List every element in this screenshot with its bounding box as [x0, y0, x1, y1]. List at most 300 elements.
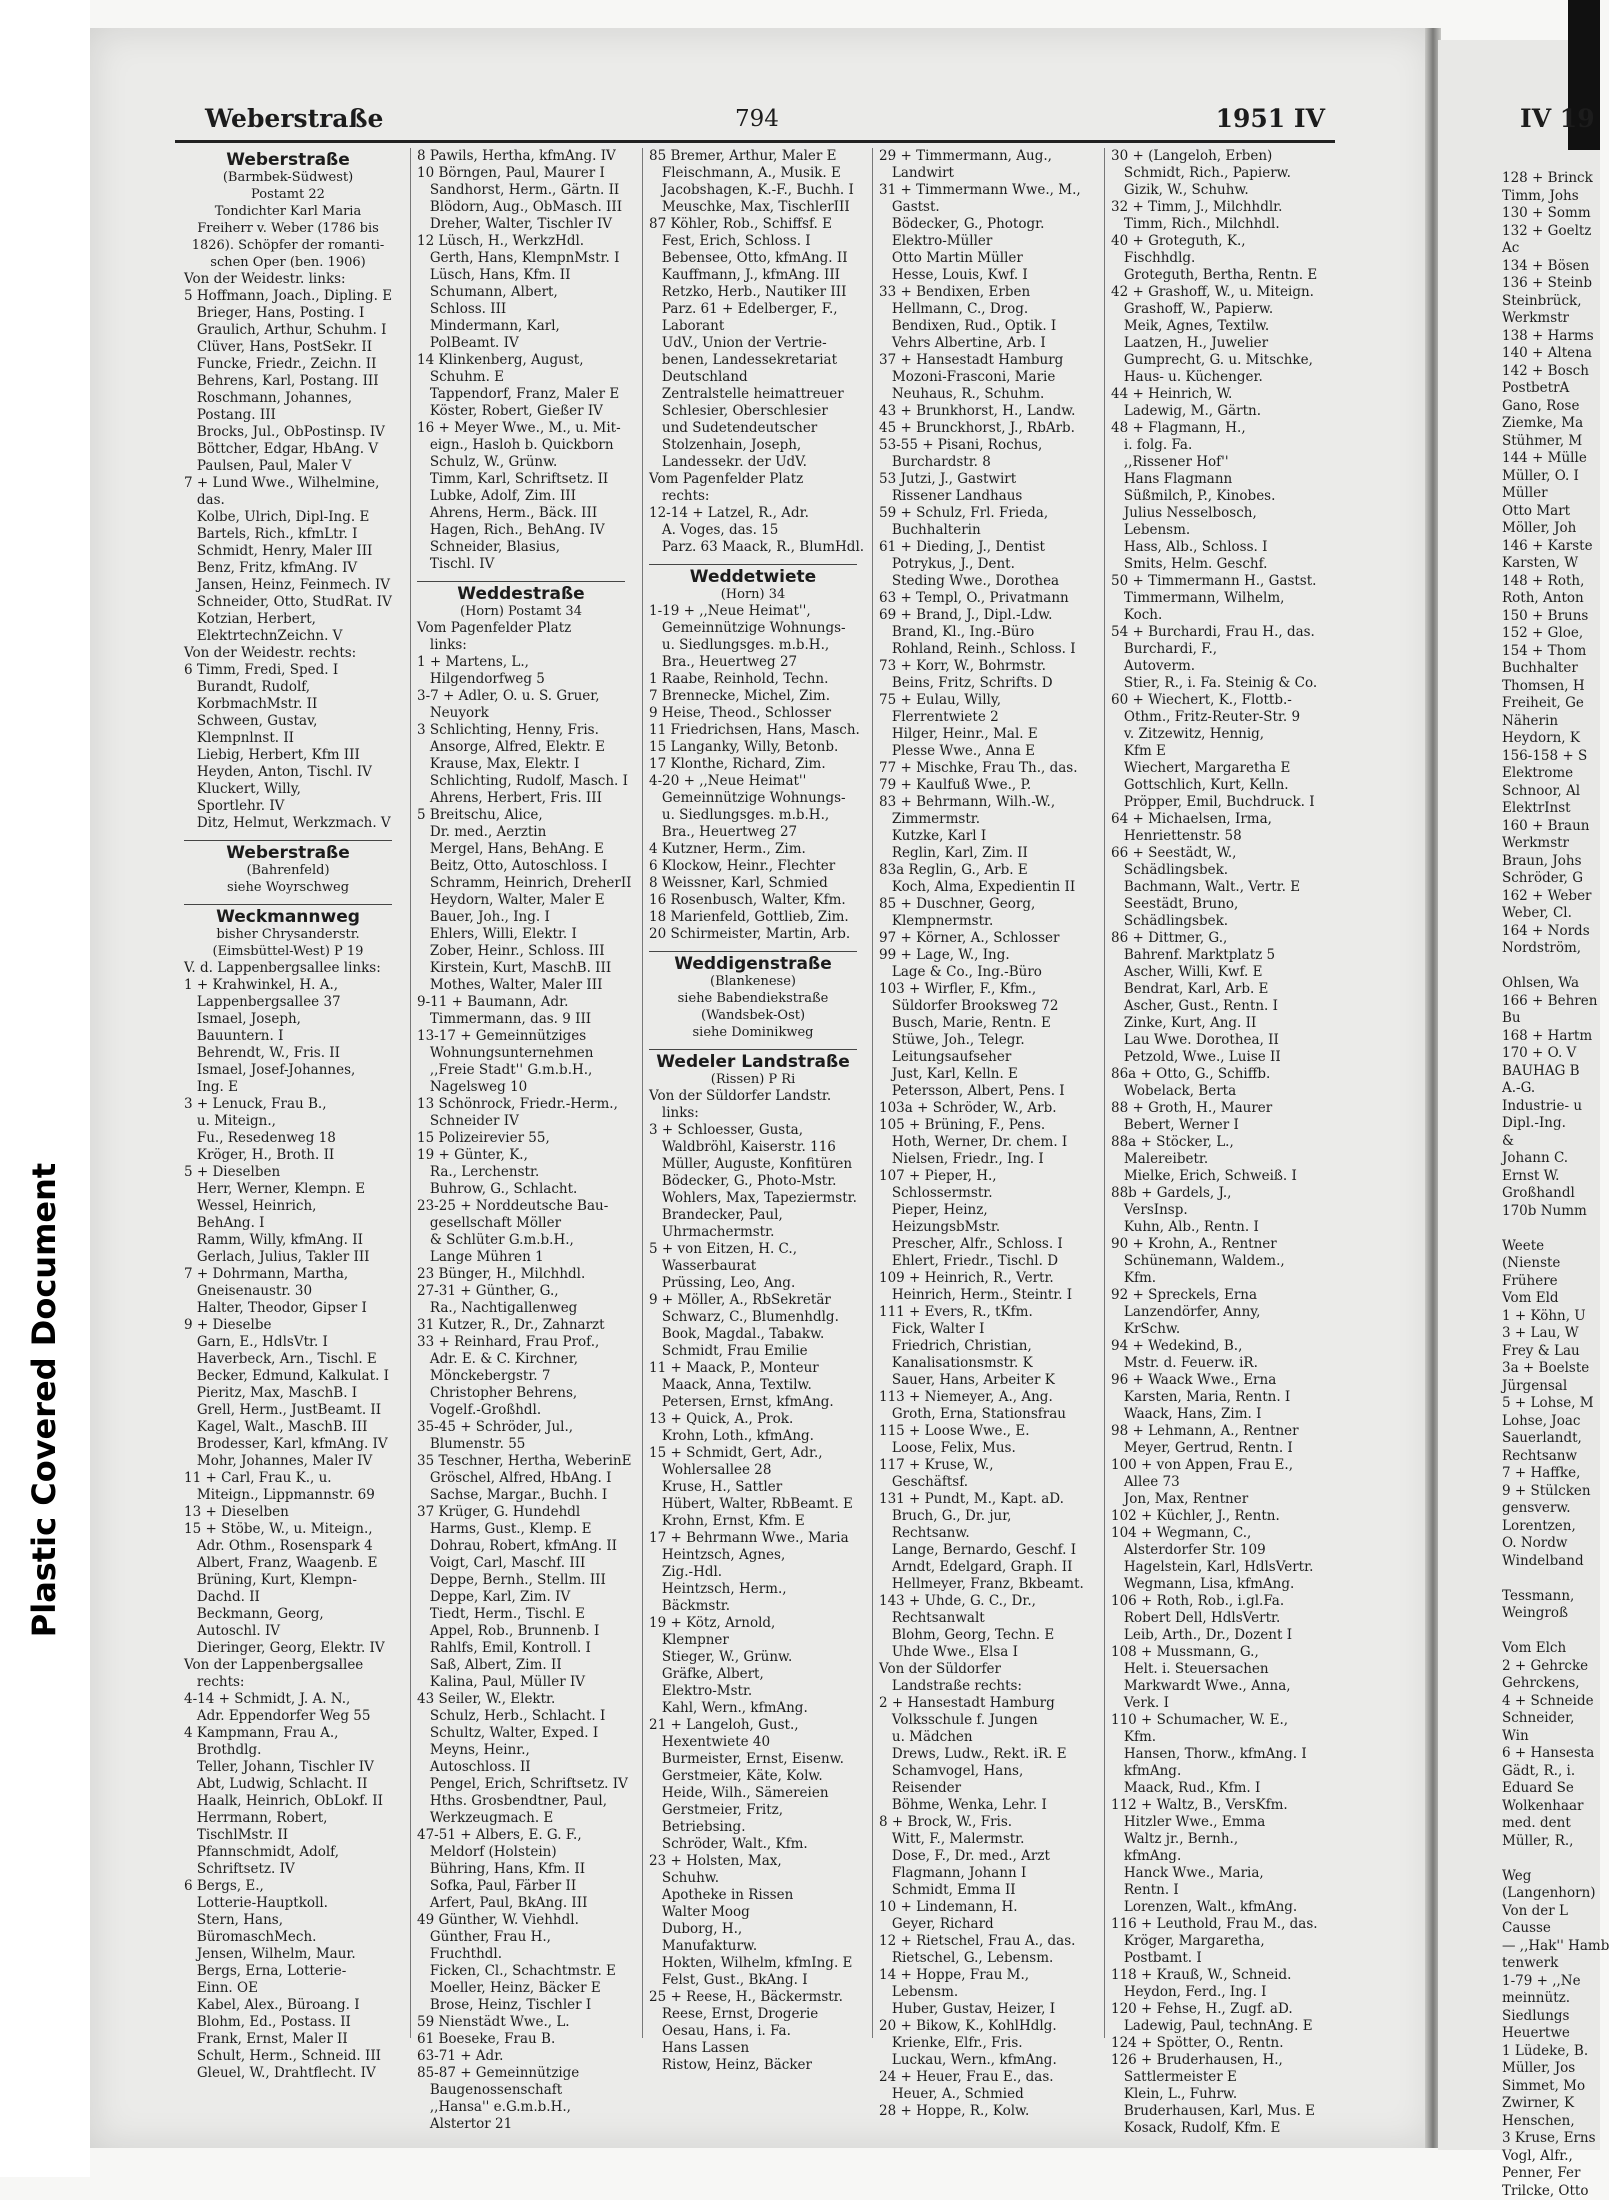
directory-entry: Garn, E., HdlsVtr. I: [184, 1334, 392, 1351]
directory-entry: Schmidt, Rich., Papierw.: [1111, 165, 1319, 182]
right-page-entry: Industrie- u: [1502, 1098, 1600, 1116]
directory-entry: Bauer, Joh., Ing. I: [417, 909, 625, 926]
directory-entry: Koch, Alma, Expedientin II: [879, 879, 1087, 896]
directory-entry: Schamvogel, Hans,: [879, 1763, 1087, 1780]
directory-entry: Parz. 61 + Edelberger, F.,: [649, 301, 857, 318]
right-page-entry: Elektrome: [1502, 765, 1600, 783]
directory-entry: 105 + Brüning, F., Pens.: [879, 1117, 1087, 1134]
directory-entry: 113 + Niemeyer, A., Ang.: [879, 1389, 1087, 1406]
directory-entry: Schmidt, Emma II: [879, 1882, 1087, 1899]
directory-entry: 13-17 + Gemeinnütziges: [417, 1028, 625, 1045]
directory-entry: Otto Martin Müller: [879, 250, 1087, 267]
directory-entry: 4 Kutzner, Herm., Zim.: [649, 841, 857, 858]
directory-entry: Mohr, Johannes, Maler IV: [184, 1453, 392, 1470]
right-page-entry: 170b Numm: [1502, 1203, 1600, 1221]
directory-entry: Adr. Othm., Rosenspark 4: [184, 1538, 392, 1555]
directory-entry: Bäckmstr.: [649, 1598, 857, 1615]
directory-entry: 97 + Körner, A., Schlosser: [879, 930, 1087, 947]
directory-entry: Hilgendorfweg 5: [417, 671, 625, 688]
directory-entry: 100 + von Appen, Frau E.,: [1111, 1457, 1319, 1474]
right-page-entry: Lohse, Joac: [1502, 1413, 1600, 1431]
directory-entry: Schneider, Otto, StudRat. IV: [184, 594, 392, 611]
directory-entry: 25 + Reese, H., Bäckermstr.: [649, 1989, 857, 2006]
street-info: siehe Dominikweg: [649, 1024, 857, 1041]
directory-entry: 12 + Rietschel, Frau A., das.: [879, 1933, 1087, 1950]
right-page-entry: ElektrInst: [1502, 800, 1600, 818]
directory-entry: Ascher, Willi, Kwf. E: [1111, 964, 1319, 981]
directory-entry: 19 + Günter, K.,: [417, 1147, 625, 1164]
directory-entry: Voigt, Carl, Maschf. III: [417, 1555, 625, 1572]
directory-entry: Krienke, Elfr., Fris.: [879, 2035, 1087, 2052]
directory-entry: Wegmann, Lisa, kfmAng.: [1111, 1576, 1319, 1593]
directory-entry: 99 + Lage, W., Ing.: [879, 947, 1087, 964]
directory-entry: Wiechert, Margaretha E: [1111, 760, 1319, 777]
directory-entry: Dachd. II: [184, 1589, 392, 1606]
right-page-entry: Steinbrück,: [1502, 293, 1600, 311]
directory-entry: 115 + Loose Wwe., E.: [879, 1423, 1087, 1440]
directory-entry: Mergel, Hans, BehAng. E: [417, 841, 625, 858]
directory-entry: 8 Pawils, Hertha, kfmAng. IV: [417, 148, 625, 165]
directory-entry: Ladewig, Paul, technAng. E: [1111, 2018, 1319, 2035]
directory-entry: Herrmann, Robert,: [184, 1810, 392, 1827]
directory-entry: Fick, Walter I: [879, 1321, 1087, 1338]
directory-entry: Hass, Alb., Schloss. I: [1111, 539, 1319, 556]
directory-entry: Lebensm.: [1111, 522, 1319, 539]
right-page-entry: Gehrckens,: [1502, 1675, 1600, 1693]
directory-entry: 112 + Waltz, B., VersKfm.: [1111, 1797, 1319, 1814]
directory-entry: Herr, Werner, Klempn. E: [184, 1181, 392, 1198]
right-page-entry: Freiheit, Ge: [1502, 695, 1600, 713]
directory-entry: 24 + Heuer, Frau E., das.: [879, 2069, 1087, 2086]
directory-entry: Maack, Rud., Kfm. I: [1111, 1780, 1319, 1797]
directory-entry: 53 Jutzi, J., Gastwirt: [879, 471, 1087, 488]
directory-entry: 44 + Heinrich, W.: [1111, 386, 1319, 403]
street-info: Freiherr v. Weber (1786 bis: [184, 220, 392, 237]
directory-entry: Gleuel, W., Drahtflecht. IV: [184, 2065, 392, 2082]
right-page-entry: Tessmann,: [1502, 1588, 1600, 1606]
directory-entry: Schultz, Walter, Exped. I: [417, 1725, 625, 1742]
directory-entry: Jacobshagen, K.-F., Buchh. I: [649, 182, 857, 199]
street-info: (Bahrenfeld): [184, 862, 392, 879]
right-page-entry: [1502, 1220, 1600, 1238]
directory-entry: Lotterie-Hauptkoll.: [184, 1895, 392, 1912]
directory-entry: 9-11 + Baumann, Adr.: [417, 994, 625, 1011]
directory-entry: Arndt, Edelgard, Graph. II: [879, 1559, 1087, 1576]
directory-entry: Paulsen, Paul, Maler V: [184, 458, 392, 475]
directory-entry: Haverbeck, Arn., Tischl. E: [184, 1351, 392, 1368]
directory-entry: Elektro-Müller: [879, 233, 1087, 250]
directory-entry: Abt, Ludwig, Schlacht. II: [184, 1776, 392, 1793]
directory-entry: Kuhn, Alb., Rentn. I: [1111, 1219, 1319, 1236]
directory-entry: Pröpper, Emil, Buchdruck. I: [1111, 794, 1319, 811]
street-info: (Rissen) P Ri: [649, 1071, 857, 1088]
directory-entry: 83 + Behrmann, Wilh.-W.,: [879, 794, 1087, 811]
street-heading: Weddestraße: [417, 581, 625, 603]
directory-entry: 83a Reglin, G., Arb. E: [879, 862, 1087, 879]
directory-entry: Hilger, Heinr., Mal. E: [879, 726, 1087, 743]
right-page-entry: 9 + Stülcken: [1502, 1483, 1600, 1501]
street-info: siehe Babendiekstraße: [649, 990, 857, 1007]
directory-entry: Rohland, Reinh., Schloss. I: [879, 641, 1087, 658]
directory-entry: 11 + Carl, Frau K., u.: [184, 1470, 392, 1487]
directory-entry: Stier, R., i. Fa. Steinig & Co.: [1111, 675, 1319, 692]
right-page-entry: 166 + Behren: [1502, 993, 1600, 1011]
directory-entry: 3 + Schloesser, Gusta,: [649, 1122, 857, 1139]
directory-entry: Klempnlnst. II: [184, 730, 392, 747]
directory-entry: Kotzian, Herbert,: [184, 611, 392, 628]
directory-entry: 11 + Maack, P., Monteur: [649, 1360, 857, 1377]
right-page-entry: Ernst W.: [1502, 1168, 1600, 1186]
directory-entry: Ramm, Willy, kfmAng. II: [184, 1232, 392, 1249]
directory-entry: Mindermann, Karl,: [417, 318, 625, 335]
directory-entry: Bebensee, Otto, kfmAng. II: [649, 250, 857, 267]
directory-entry: Sachse, Margar., Buchh. I: [417, 1487, 625, 1504]
directory-entry: Lüsch, Hans, Kfm. II: [417, 267, 625, 284]
right-page-entry: Timm, Johs: [1502, 188, 1600, 206]
directory-entry: Gemeinnützige Wohnungs-: [649, 790, 857, 807]
right-page-entry: 132 + Goeltz: [1502, 223, 1600, 241]
directory-entry: Gröschel, Alfred, HbAng. I: [417, 1470, 625, 1487]
directory-entry: Groteguth, Bertha, Rentn. E: [1111, 267, 1319, 284]
directory-entry: Reese, Ernst, Drogerie: [649, 2006, 857, 2023]
right-page-entry: 154 + Thom: [1502, 643, 1600, 661]
directory-entry: 120 + Fehse, H., Zugf. aD.: [1111, 2001, 1319, 2018]
directory-entry: Kruse, H., Sattler: [649, 1479, 857, 1496]
directory-entry: 3 + Lenuck, Frau B.,: [184, 1096, 392, 1113]
directory-entry: Adr. E. & C. Kirchner,: [417, 1351, 625, 1368]
directory-entry: 88 + Groth, H., Maurer: [1111, 1100, 1319, 1117]
right-page-entry: Bu: [1502, 1010, 1600, 1028]
directory-entry: Köster, Robert, Gießer IV: [417, 403, 625, 420]
directory-entry: Wasserbaurat: [649, 1258, 857, 1275]
directory-entry: Werkzeugmach. E: [417, 1810, 625, 1827]
directory-entry: Schlossermstr.: [879, 1185, 1087, 1202]
directory-entry: Potrykus, J., Dent.: [879, 556, 1087, 573]
directory-entry: Vom Pagenfelder Platz: [417, 620, 625, 637]
directory-entry: 13 + Quick, A., Prok.: [649, 1411, 857, 1428]
directory-entry: Ismael, Joseph,: [184, 1011, 392, 1028]
right-page-entry: O. Nordw: [1502, 1535, 1600, 1553]
directory-entry: Rentn. I: [1111, 1882, 1319, 1899]
directory-entry: Halter, Theodor, Gipser I: [184, 1300, 392, 1317]
directory-entry: 9 Heise, Theod., Schlosser: [649, 705, 857, 722]
right-page-entry: Frey & Lau: [1502, 1343, 1600, 1361]
directory-entry: Gräfke, Albert,: [649, 1666, 857, 1683]
directory-entry: Huber, Gustav, Heizer, I: [879, 2001, 1087, 2018]
directory-entry: Einn. OE: [184, 1980, 392, 1997]
street-info: Tondichter Karl Maria: [184, 203, 392, 220]
right-page-entry: — ,,Hak'' Hamb: [1502, 1938, 1600, 1956]
street-heading: Weddigenstraße: [649, 951, 857, 973]
directory-entry: Klempner: [649, 1632, 857, 1649]
directory-entry: Witt, F., Malermstr.: [879, 1831, 1087, 1848]
right-page-column: [1502, 170, 1600, 2050]
directory-entry: Reglin, Karl, Zim. II: [879, 845, 1087, 862]
directory-entry: Burchardstr. 8: [879, 454, 1087, 471]
directory-entry: 12-14 + Latzel, R., Adr.: [649, 505, 857, 522]
directory-entry: Uhde Wwe., Elsa I: [879, 1644, 1087, 1661]
directory-entry: Koch.: [1111, 607, 1319, 624]
column-5: [1104, 148, 1323, 2038]
right-page-entry: Penner, Fer: [1502, 2165, 1600, 2183]
right-page-entry: Möller, Joh: [1502, 520, 1600, 538]
right-page-entry: Buchhalter: [1502, 660, 1600, 678]
directory-entry: Timm, Rich., Milchhdl.: [1111, 216, 1319, 233]
directory-entry: 103a + Schröder, W., Arb.: [879, 1100, 1087, 1117]
directory-entry: Brose, Heinz, Tischler I: [417, 1997, 625, 2014]
directory-entry: Krause, Max, Elektr. I: [417, 756, 625, 773]
directory-entry: Gerth, Hans, KlempnMstr. I: [417, 250, 625, 267]
right-page-entry: 140 + Altena: [1502, 345, 1600, 363]
directory-entry: Brüning, Kurt, Klempn-: [184, 1572, 392, 1589]
directory-entry: 126 + Bruderhausen, H.,: [1111, 2052, 1319, 2069]
directory-entry: Parz. 63 Maack, R., BlumHdl.: [649, 539, 857, 556]
directory-entry: Smits, Helm. Geschf.: [1111, 556, 1319, 573]
directory-entry: Mstr. d. Feuerw. iR.: [1111, 1355, 1319, 1372]
right-page-entry: 138 + Harms: [1502, 328, 1600, 346]
directory-entry: Schulz, W., Grünw.: [417, 454, 625, 471]
directory-entry: Zig.-Hdl.: [649, 1564, 857, 1581]
street-info: schen Oper (ben. 1906): [184, 254, 392, 271]
directory-entry: 9 + Dieselbe: [184, 1317, 392, 1334]
directory-entry: 88b + Gardels, J.,: [1111, 1185, 1319, 1202]
street-heading: Weberstraße: [184, 840, 392, 862]
directory-entry: Schriftsetz. IV: [184, 1861, 392, 1878]
directory-entry: Laborant: [649, 318, 857, 335]
directory-entry: Klein, L., Fuhrw.: [1111, 2086, 1319, 2103]
right-page-entry: tenwerk: [1502, 1955, 1600, 1973]
directory-entry: 109 + Heinrich, R., Vertr.: [879, 1270, 1087, 1287]
directory-entry: 11 Friedrichsen, Hans, Masch.: [649, 722, 857, 739]
directory-entry: Albert, Franz, Waagenb. E: [184, 1555, 392, 1572]
directory-entry: 21 + Langeloh, Gust.,: [649, 1717, 857, 1734]
street-heading: Weddetwiete: [649, 564, 857, 586]
directory-entry: Stüwe, Joh., Telegr.: [879, 1032, 1087, 1049]
right-page-entry: 3 + Lau, W: [1502, 1325, 1600, 1343]
directory-entry: Hagelstein, Karl, HdlsVertr.: [1111, 1559, 1319, 1576]
right-page-entry: Müller, O. I: [1502, 468, 1600, 486]
right-page-entry: 1 Lüdeke, B.: [1502, 2043, 1600, 2061]
directory-entry: Süßmilch, P., Kinobes.: [1111, 488, 1319, 505]
directory-entry: Bra., Heuertweg 27: [649, 654, 857, 671]
directory-entry: 31 Kutzer, R., Dr., Zahnarzt: [417, 1317, 625, 1334]
directory-entry: 17 + Behrmann Wwe., Maria: [649, 1530, 857, 1547]
right-page-entry: 162 + Weber: [1502, 888, 1600, 906]
directory-entry: Autoschloss. II: [417, 1759, 625, 1776]
directory-entry: Kolbe, Ulrich, Dipl-Ing. E: [184, 509, 392, 526]
right-page-entry: 128 + Brinck: [1502, 170, 1600, 188]
directory-entry: rechts:: [649, 488, 857, 505]
right-page-entry: Lorentzen,: [1502, 1518, 1600, 1536]
directory-entry: links:: [649, 1105, 857, 1122]
right-page-entry: 150 + Bruns: [1502, 608, 1600, 626]
directory-entry: Schloss. III: [417, 301, 625, 318]
right-page-entry: Weber, Cl.: [1502, 905, 1600, 923]
street-info: Postamt 22: [184, 186, 392, 203]
right-page-entry: Ohlsen, Wa: [1502, 975, 1600, 993]
directory-entry: BüromaschMech.: [184, 1929, 392, 1946]
directory-entry: 5 Breitschu, Alice,: [417, 807, 625, 824]
directory-entry: Landessekr. der UdV.: [649, 454, 857, 471]
directory-entry: Schuhw.: [649, 1870, 857, 1887]
right-page-entry: 6 + Hansesta: [1502, 1745, 1600, 1763]
directory-entry: Lubke, Adolf, Zim. III: [417, 488, 625, 505]
directory-entry: Dreher, Walter, Tischler IV: [417, 216, 625, 233]
directory-entry: 16 + Meyer Wwe., M., u. Mit-: [417, 420, 625, 437]
directory-entry: Von der Süldorfer Landstr.: [649, 1088, 857, 1105]
directory-entry: 63 + Templ, O., Privatmann: [879, 590, 1087, 607]
directory-entry: Hitzler Wwe., Emma: [1111, 1814, 1319, 1831]
directory-entry: 15 Langanky, Willy, Betonb.: [649, 739, 857, 756]
right-page-entry: 134 + Bösen: [1502, 258, 1600, 276]
directory-entry: Heide, Wilh., Sämereien: [649, 1785, 857, 1802]
directory-entry: 33 + Reinhard, Frau Prof.,: [417, 1334, 625, 1351]
directory-entry: 23 + Holsten, Max,: [649, 1853, 857, 1870]
directory-entry: Brocks, Jul., ObPostinsp. IV: [184, 424, 392, 441]
directory-entry: Heintzsch, Agnes,: [649, 1547, 857, 1564]
directory-entry: Gneisenaustr. 30: [184, 1283, 392, 1300]
directory-entry: Adr. Eppendorfer Weg 55: [184, 1708, 392, 1725]
directory-entry: 23 Bünger, H., Milchhdl.: [417, 1266, 625, 1283]
directory-entry: 64 + Michaelsen, Irma,: [1111, 811, 1319, 828]
directory-entry: 15 Polizeirevier 55,: [417, 1130, 625, 1147]
directory-entry: PolBeamt. IV: [417, 335, 625, 352]
directory-entry: u. Mädchen: [879, 1729, 1087, 1746]
directory-entry: Liebig, Herbert, Kfm III: [184, 747, 392, 764]
directory-entry: rechts:: [184, 1674, 392, 1691]
directory-entry: Hans Flagmann: [1111, 471, 1319, 488]
directory-entry: Groth, Erna, Stationsfrau: [879, 1406, 1087, 1423]
directory-entry: Dohrau, Robert, kfmAng. II: [417, 1538, 625, 1555]
directory-entry: 90 + Krohn, A., Rentner: [1111, 1236, 1319, 1253]
directory-entry: Sattlermeister E: [1111, 2069, 1319, 2086]
right-page-entry: [1502, 958, 1600, 976]
right-page-entry: A.-G.: [1502, 1080, 1600, 1098]
right-page-entry: [1502, 1850, 1600, 1868]
street-info: siehe Woyrschweg: [184, 879, 392, 896]
directory-entry: Wohlers, Max, Tapeziermstr.: [649, 1190, 857, 1207]
directory-entry: 103 + Wirfler, F., Kfm.,: [879, 981, 1087, 998]
directory-entry: Lappenbergsallee 37: [184, 994, 392, 1011]
directory-entry: Meldorf (Holstein): [417, 1844, 625, 1861]
right-page-entry: 5 + Lohse, M: [1502, 1395, 1600, 1413]
directory-entry: 104 + Wegmann, C.,: [1111, 1525, 1319, 1542]
directory-entry: 59 + Schulz, Frl. Frieda,: [879, 505, 1087, 522]
directory-entry: Tappendorf, Franz, Maler E: [417, 386, 625, 403]
directory-entry: Henriettenstr. 58: [1111, 828, 1319, 845]
right-page-entry: 1-79 + ,,Ne: [1502, 1973, 1600, 1991]
directory-entry: Brieger, Hans, Posting. I: [184, 305, 392, 322]
directory-entry: Lage & Co., Ing.-Büro: [879, 964, 1087, 981]
directory-entry: Ladewig, M., Gärtn.: [1111, 403, 1319, 420]
directory-entry: Zimmermstr.: [879, 811, 1087, 828]
directory-entry: Krohn, Loth., kfmAng.: [649, 1428, 857, 1445]
directory-entry: Pengel, Erich, Schriftsetz. IV: [417, 1776, 625, 1793]
directory-entry: Dose, F., Dr. med., Arzt: [879, 1848, 1087, 1865]
directory-entry: Wohlersallee 28: [649, 1462, 857, 1479]
directory-entry: 143 + Uhde, G. C., Dr.,: [879, 1593, 1087, 1610]
directory-entry: 102 + Küchler, J., Rentn.: [1111, 1508, 1319, 1525]
directory-entry: 20 Schirmeister, Martin, Arb.: [649, 926, 857, 943]
directory-entry: Frank, Ernst, Maler II: [184, 2031, 392, 2048]
directory-entry: Haus- u. Küchenger.: [1111, 369, 1319, 386]
directory-entry: Hths. Grosbendtner, Paul,: [417, 1793, 625, 1810]
directory-entry: Von der Lappenbergsallee: [184, 1657, 392, 1674]
directory-entry: Neuhaus, R., Schuhm.: [879, 386, 1087, 403]
directory-entry: Uhrmachermstr.: [649, 1224, 857, 1241]
side-label: [4, 1360, 84, 1440]
directory-entry: Funcke, Friedr., Zeichn. II: [184, 356, 392, 373]
directory-entry: Deppe, Bernh., Stellm. III: [417, 1572, 625, 1589]
directory-entry: 47-51 + Albers, E. G. F.,: [417, 1827, 625, 1844]
directory-entry: 18 Marienfeld, Gottlieb, Zim.: [649, 909, 857, 926]
directory-entry: Maack, Anna, Textilw.: [649, 1377, 857, 1394]
directory-entry: Sportlehr. IV: [184, 798, 392, 815]
directory-entry: Wohnungsunternehmen: [417, 1045, 625, 1062]
directory-entry: Vogelf.-Großhdl.: [417, 1402, 625, 1419]
directory-entry: Busch, Marie, Rentn. E: [879, 1015, 1087, 1032]
directory-entry: u. Siedlungsges. m.b.H.,: [649, 637, 857, 654]
right-page-entry: 152 + Gloe,: [1502, 625, 1600, 643]
directory-entry: TischlMstr. II: [184, 1827, 392, 1844]
directory-entry: 108 + Mussmann, G.,: [1111, 1644, 1319, 1661]
directory-entry: 20 + Bikow, K., KohlHdlg.: [879, 2018, 1087, 2035]
directory-entry: Brandecker, Paul,: [649, 1207, 857, 1224]
directory-entry: 27-31 + Günther, G.,: [417, 1283, 625, 1300]
directory-entry: Stolzenhain, Joseph,: [649, 437, 857, 454]
right-page-entry: Nordström,: [1502, 940, 1600, 958]
directory-entry: 53-55 + Pisani, Rochus,: [879, 437, 1087, 454]
directory-entry: 8 Weissner, Karl, Schmied: [649, 875, 857, 892]
directory-entry: Meyer, Gertrud, Rentn. I: [1111, 1440, 1319, 1457]
directory-entry: Schult, Herm., Schneid. III: [184, 2048, 392, 2065]
directory-entry: Postbamt. I: [1111, 1950, 1319, 1967]
right-page-entry: Thomsen, H: [1502, 678, 1600, 696]
directory-entry: Manufakturw.: [649, 1938, 857, 1955]
directory-entry: Gottschlich, Kurt, Kelln.: [1111, 777, 1319, 794]
directory-entry: Böhme, Wenka, Lehr. I: [879, 1797, 1087, 1814]
directory-entry: u. Miteign.,: [184, 1113, 392, 1130]
directory-entry: Bruderhausen, Karl, Mus. E: [1111, 2103, 1319, 2120]
directory-entry: Gerstmeier, Fritz,: [649, 1802, 857, 1819]
directory-entry: Kröger, Margaretha,: [1111, 1933, 1319, 1950]
directory-entry: 37 Krüger, G. Hundehdl: [417, 1504, 625, 1521]
right-page-entry: Vom Eld: [1502, 1290, 1600, 1308]
directory-entry: Helt. i. Steuersachen: [1111, 1661, 1319, 1678]
directory-entry: Schneider, Blasius,: [417, 539, 625, 556]
right-page-entry: 156-158 + S: [1502, 748, 1600, 766]
directory-entry: Sauer, Hans, Arbeiter K: [879, 1372, 1087, 1389]
directory-entry: Gastst.: [879, 199, 1087, 216]
directory-entry: kfmAng.: [1111, 1763, 1319, 1780]
directory-entry: Book, Magdal., Tabakw.: [649, 1326, 857, 1343]
directory-entry: 37 + Hansestadt Hamburg: [879, 352, 1087, 369]
column-content: [411, 148, 629, 2133]
directory-entry: Ascher, Gust., Rentn. I: [1111, 998, 1319, 1015]
directory-entry: Oesau, Hans, i. Fa.: [649, 2023, 857, 2040]
directory-entry: Schmidt, Frau Emilie: [649, 1343, 857, 1360]
directory-entry: Benz, Fritz, kfmAng. IV: [184, 560, 392, 577]
directory-entry: Sandhorst, Herm., Gärtn. II: [417, 182, 625, 199]
directory-entry: Meuschke, Max, TischlerIII: [649, 199, 857, 216]
directory-entry: 15 + Stöbe, W., u. Miteign.,: [184, 1521, 392, 1538]
right-page-entry: 144 + Mülle: [1502, 450, 1600, 468]
page-number: 794: [735, 106, 779, 132]
directory-entry: Ismael, Josef-Johannes,: [184, 1062, 392, 1079]
directory-entry: Schween, Gustav,: [184, 713, 392, 730]
directory-entry: 54 + Burchardi, Frau H., das.: [1111, 624, 1319, 641]
right-page-entry: Wolkenhaar: [1502, 1798, 1600, 1816]
